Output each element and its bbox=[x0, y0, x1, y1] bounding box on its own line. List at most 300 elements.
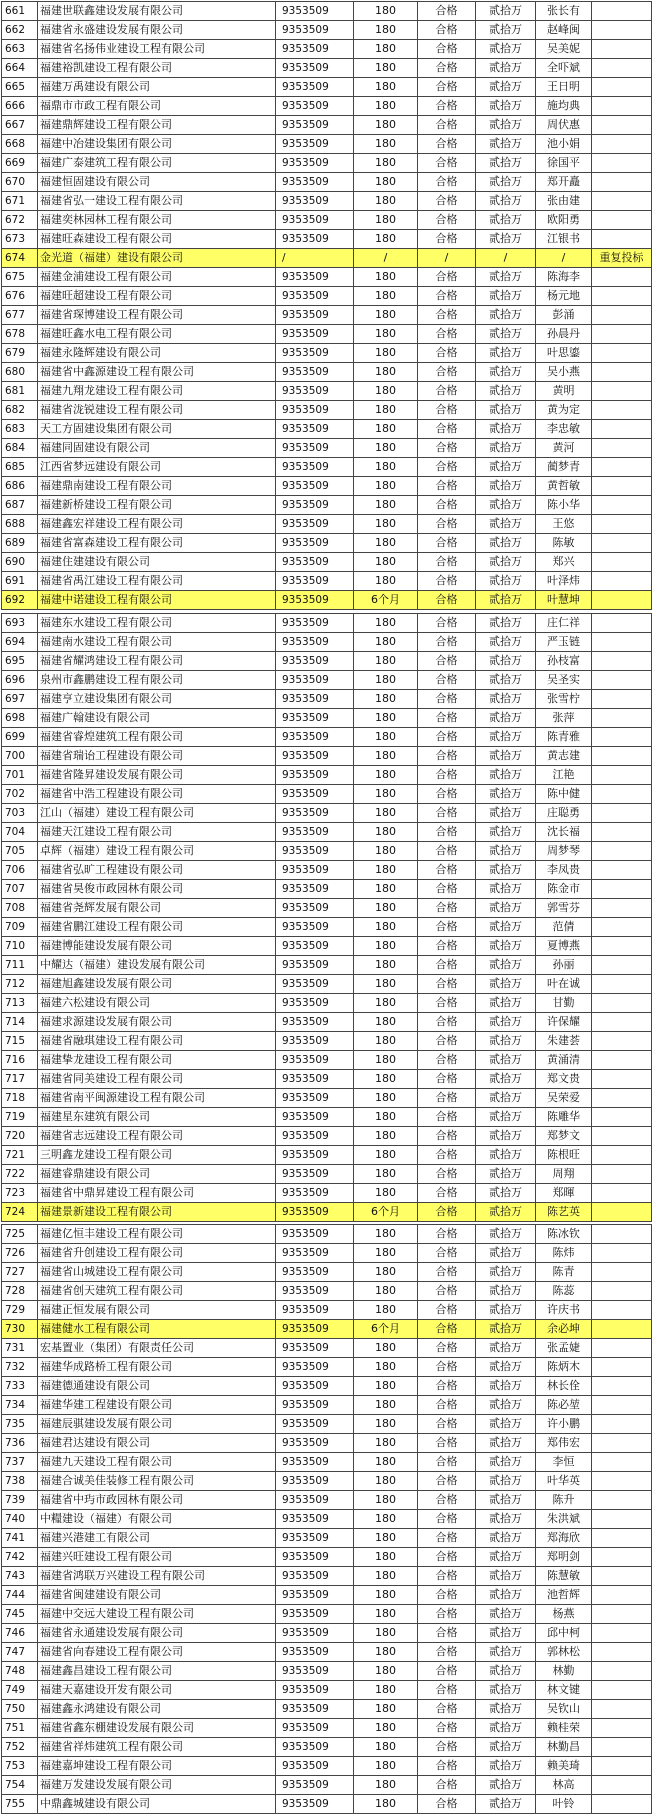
bid-bond-amount-cell: 贰拾万 bbox=[476, 78, 536, 97]
row-number-cell: 754 bbox=[2, 1776, 38, 1795]
validity-period-cell: 180 bbox=[354, 1415, 418, 1434]
bid-bond-amount-cell: 贰拾万 bbox=[476, 173, 536, 192]
table-row bbox=[2, 78, 652, 97]
validity-period-cell: 180 bbox=[354, 2, 418, 21]
validity-period-cell: 180 bbox=[354, 1013, 418, 1032]
table-row bbox=[2, 97, 652, 116]
company-name-cell: 福建省中鼎昇建设工程有限公司 bbox=[38, 1184, 276, 1203]
remark-cell bbox=[592, 823, 652, 842]
contact-person-cell: 严玉链 bbox=[536, 633, 592, 652]
validity-period-cell: 180 bbox=[354, 1738, 418, 1757]
validity-period-cell: 180 bbox=[354, 861, 418, 880]
review-status-cell: 合格 bbox=[418, 382, 476, 401]
contact-person-cell: 甘勤 bbox=[536, 994, 592, 1013]
remark-cell bbox=[592, 880, 652, 899]
table-row bbox=[2, 344, 652, 363]
table-row bbox=[2, 728, 652, 747]
validity-period-cell: 180 bbox=[354, 230, 418, 249]
contact-person-cell: 郭林松 bbox=[536, 1643, 592, 1662]
row-number-cell: 724 bbox=[2, 1203, 38, 1222]
review-status-cell: 合格 bbox=[418, 1339, 476, 1358]
validity-period-cell: 180 bbox=[354, 747, 418, 766]
table-row bbox=[2, 553, 652, 572]
review-status-cell: 合格 bbox=[418, 515, 476, 534]
review-status-cell: 合格 bbox=[418, 785, 476, 804]
validity-period-cell: 180 bbox=[354, 496, 418, 515]
bid-bond-amount-cell: 贰拾万 bbox=[476, 192, 536, 211]
project-code-cell: 9353509 bbox=[276, 211, 354, 230]
table-row bbox=[2, 1244, 652, 1263]
review-status-cell: 合格 bbox=[418, 1203, 476, 1222]
contact-person-cell: 郑海欣 bbox=[536, 1529, 592, 1548]
company-name-cell: 福建鼎南建设工程有限公司 bbox=[38, 477, 276, 496]
row-number-cell: 713 bbox=[2, 994, 38, 1013]
project-code-cell: 9353509 bbox=[276, 458, 354, 477]
project-code-cell: 9353509 bbox=[276, 306, 354, 325]
row-number-cell: 681 bbox=[2, 382, 38, 401]
project-code-cell: / bbox=[276, 249, 354, 268]
validity-period-cell: 180 bbox=[354, 1301, 418, 1320]
bid-bond-amount-cell: 贰拾万 bbox=[476, 1127, 536, 1146]
contact-person-cell: 黄哲敏 bbox=[536, 477, 592, 496]
table-row bbox=[2, 690, 652, 709]
remark-cell bbox=[592, 1358, 652, 1377]
table-row bbox=[2, 842, 652, 861]
contact-person-cell: 吴钦山 bbox=[536, 1700, 592, 1719]
review-status-cell: 合格 bbox=[418, 899, 476, 918]
company-name-cell: 福建省中玙市政园林有限公司 bbox=[38, 1491, 276, 1510]
bid-bond-amount-cell: 贰拾万 bbox=[476, 785, 536, 804]
contact-person-cell: 张长有 bbox=[536, 2, 592, 21]
contact-person-cell: 陈根旺 bbox=[536, 1146, 592, 1165]
project-code-cell: 9353509 bbox=[276, 1244, 354, 1263]
company-name-cell: 天工方固建设集团有限公司 bbox=[38, 420, 276, 439]
table-row bbox=[2, 652, 652, 671]
company-name-cell: 福建旺鑫水电工程有限公司 bbox=[38, 325, 276, 344]
validity-period-cell: 180 bbox=[354, 1567, 418, 1586]
table-row bbox=[2, 211, 652, 230]
remark-cell bbox=[592, 1108, 652, 1127]
review-status-cell: 合格 bbox=[418, 401, 476, 420]
contact-person-cell: 叶华英 bbox=[536, 1472, 592, 1491]
bid-bond-amount-cell: 贰拾万 bbox=[476, 823, 536, 842]
bid-bond-amount-cell: 贰拾万 bbox=[476, 1586, 536, 1605]
review-status-cell: 合格 bbox=[418, 1377, 476, 1396]
bid-bond-amount-cell: 贰拾万 bbox=[476, 97, 536, 116]
contact-person-cell: 全吓斌 bbox=[536, 59, 592, 78]
bid-bond-amount-cell: 贰拾万 bbox=[476, 1070, 536, 1089]
bid-bond-amount-cell: 贰拾万 bbox=[476, 1032, 536, 1051]
review-status-cell: 合格 bbox=[418, 591, 476, 610]
contact-person-cell: 黄为定 bbox=[536, 401, 592, 420]
review-status-cell: 合格 bbox=[418, 59, 476, 78]
project-code-cell: 9353509 bbox=[276, 420, 354, 439]
remark-cell bbox=[592, 956, 652, 975]
remark-cell bbox=[592, 154, 652, 173]
validity-period-cell: 180 bbox=[354, 344, 418, 363]
project-code-cell: 9353509 bbox=[276, 534, 354, 553]
company-name-cell: 福建省鸿联万兴建设工程有限公司 bbox=[38, 1567, 276, 1586]
row-number-cell: 732 bbox=[2, 1358, 38, 1377]
company-name-cell: 福建正恒发展有限公司 bbox=[38, 1301, 276, 1320]
company-name-cell: 福建东水建设工程有限公司 bbox=[38, 614, 276, 633]
review-status-cell: 合格 bbox=[418, 614, 476, 633]
table-section-1 bbox=[0, 1, 652, 610]
table-row bbox=[2, 709, 652, 728]
bid-bond-amount-cell: 贰拾万 bbox=[476, 1643, 536, 1662]
contact-person-cell: 叶泽炜 bbox=[536, 572, 592, 591]
remark-cell bbox=[592, 1624, 652, 1643]
validity-period-cell: 180 bbox=[354, 1795, 418, 1814]
company-name-cell: 福建新桥建设工程有限公司 bbox=[38, 496, 276, 515]
bid-bond-amount-cell: 贰拾万 bbox=[476, 1681, 536, 1700]
validity-period-cell: 180 bbox=[354, 1757, 418, 1776]
project-code-cell: 9353509 bbox=[276, 230, 354, 249]
review-status-cell: 合格 bbox=[418, 1127, 476, 1146]
contact-person-cell: 庄仁祥 bbox=[536, 614, 592, 633]
table-row bbox=[2, 363, 652, 382]
review-status-cell: 合格 bbox=[418, 747, 476, 766]
company-name-cell: 泉州市鑫鹏建设工程有限公司 bbox=[38, 671, 276, 690]
remark-cell bbox=[592, 1415, 652, 1434]
project-code-cell: 9353509 bbox=[276, 1165, 354, 1184]
review-status-cell: 合格 bbox=[418, 766, 476, 785]
company-name-cell: 福建省中浩工程建设有限公司 bbox=[38, 785, 276, 804]
contact-person-cell: 叶铃 bbox=[536, 1795, 592, 1814]
contact-person-cell: 林文键 bbox=[536, 1681, 592, 1700]
remark-cell bbox=[592, 211, 652, 230]
row-number-cell: 694 bbox=[2, 633, 38, 652]
row-number-cell: 688 bbox=[2, 515, 38, 534]
project-code-cell: 9353509 bbox=[276, 766, 354, 785]
company-name-cell: 福建省志远建设工程有限公司 bbox=[38, 1127, 276, 1146]
validity-period-cell: 180 bbox=[354, 709, 418, 728]
review-status-cell: 合格 bbox=[418, 1263, 476, 1282]
company-name-cell: 福建求源建设发展有限公司 bbox=[38, 1013, 276, 1032]
contact-person-cell: 吴美妮 bbox=[536, 40, 592, 59]
contact-person-cell: 陈敏 bbox=[536, 534, 592, 553]
validity-period-cell: 180 bbox=[354, 804, 418, 823]
company-name-cell: 福建南水建设工程有限公司 bbox=[38, 633, 276, 652]
bid-bond-amount-cell: 贰拾万 bbox=[476, 591, 536, 610]
remark-cell bbox=[592, 1146, 652, 1165]
bid-bond-amount-cell: 贰拾万 bbox=[476, 1700, 536, 1719]
validity-period-cell: 180 bbox=[354, 1586, 418, 1605]
review-status-cell: 合格 bbox=[418, 1624, 476, 1643]
table-row bbox=[2, 1089, 652, 1108]
review-status-cell: 合格 bbox=[418, 420, 476, 439]
company-name-cell: 福建省昊俊市政园林有限公司 bbox=[38, 880, 276, 899]
project-code-cell: 9353509 bbox=[276, 1415, 354, 1434]
bid-bond-amount-cell: 贰拾万 bbox=[476, 1491, 536, 1510]
review-status-cell: 合格 bbox=[418, 1719, 476, 1738]
company-name-cell: 福建奕林园林工程有限公司 bbox=[38, 211, 276, 230]
project-code-cell: 9353509 bbox=[276, 553, 354, 572]
review-status-cell: 合格 bbox=[418, 1396, 476, 1415]
bid-bond-amount-cell: 贰拾万 bbox=[476, 268, 536, 287]
project-code-cell: 9353509 bbox=[276, 633, 354, 652]
project-code-cell: 9353509 bbox=[276, 382, 354, 401]
contact-person-cell: 叶思鎏 bbox=[536, 344, 592, 363]
project-code-cell: 9353509 bbox=[276, 135, 354, 154]
row-number-cell: 733 bbox=[2, 1377, 38, 1396]
table-row bbox=[2, 1700, 652, 1719]
bid-bond-amount-cell: 贰拾万 bbox=[476, 1624, 536, 1643]
contact-person-cell: 沈长福 bbox=[536, 823, 592, 842]
contact-person-cell: 张由建 bbox=[536, 192, 592, 211]
company-name-cell: 福建中诺建设工程有限公司 bbox=[38, 591, 276, 610]
contact-person-cell: 陈金市 bbox=[536, 880, 592, 899]
remark-cell bbox=[592, 1567, 652, 1586]
project-code-cell: 9353509 bbox=[276, 401, 354, 420]
contact-person-cell: 池小娟 bbox=[536, 135, 592, 154]
row-number-cell: 678 bbox=[2, 325, 38, 344]
validity-period-cell: 180 bbox=[354, 1681, 418, 1700]
review-status-cell: 合格 bbox=[418, 477, 476, 496]
bid-bond-amount-cell: 贰拾万 bbox=[476, 804, 536, 823]
contact-person-cell: 王悠 bbox=[536, 515, 592, 534]
company-name-cell: 中糧建设（福建）有限公司 bbox=[38, 1510, 276, 1529]
validity-period-cell: 180 bbox=[354, 1051, 418, 1070]
row-number-cell: 735 bbox=[2, 1415, 38, 1434]
company-name-cell: 中鼎鑫城建设有限公司 bbox=[38, 1795, 276, 1814]
review-status-cell: 合格 bbox=[418, 1225, 476, 1244]
remark-cell bbox=[592, 2, 652, 21]
project-code-cell: 9353509 bbox=[276, 1051, 354, 1070]
project-code-cell: 9353509 bbox=[276, 439, 354, 458]
review-status-cell: 合格 bbox=[418, 1070, 476, 1089]
remark-cell bbox=[592, 97, 652, 116]
bid-bond-amount-cell: 贰拾万 bbox=[476, 1263, 536, 1282]
table-row bbox=[2, 1051, 652, 1070]
bid-bond-amount-cell: 贰拾万 bbox=[476, 918, 536, 937]
review-status-cell: 合格 bbox=[418, 1244, 476, 1263]
bid-bond-amount-cell: 贰拾万 bbox=[476, 2, 536, 21]
company-name-cell: 福建亿恒丰建设工程有限公司 bbox=[38, 1225, 276, 1244]
review-status-cell: 合格 bbox=[418, 1795, 476, 1814]
bid-bond-amount-cell: 贰拾万 bbox=[476, 287, 536, 306]
company-name-cell: 福建旺超建设工程有限公司 bbox=[38, 287, 276, 306]
review-status-cell: 合格 bbox=[418, 572, 476, 591]
bid-bond-amount-cell: 贰拾万 bbox=[476, 1472, 536, 1491]
project-code-cell: 9353509 bbox=[276, 1738, 354, 1757]
company-name-cell: 福建省鹏江建设工程有限公司 bbox=[38, 918, 276, 937]
row-number-cell: 699 bbox=[2, 728, 38, 747]
contact-person-cell: / bbox=[536, 249, 592, 268]
contact-person-cell: 周伏惠 bbox=[536, 116, 592, 135]
project-code-cell: 9353509 bbox=[276, 1339, 354, 1358]
row-number-cell: 663 bbox=[2, 40, 38, 59]
validity-period-cell: 180 bbox=[354, 458, 418, 477]
project-code-cell: 9353509 bbox=[276, 173, 354, 192]
validity-period-cell: 180 bbox=[354, 1719, 418, 1738]
row-number-cell: 743 bbox=[2, 1567, 38, 1586]
project-code-cell: 9353509 bbox=[276, 975, 354, 994]
row-number-cell: 750 bbox=[2, 1700, 38, 1719]
contact-person-cell: 吴荣爱 bbox=[536, 1089, 592, 1108]
project-code-cell: 9353509 bbox=[276, 591, 354, 610]
table-row bbox=[2, 1127, 652, 1146]
contact-person-cell: 江艳 bbox=[536, 766, 592, 785]
company-name-cell: 福建万发建设发展有限公司 bbox=[38, 1776, 276, 1795]
validity-period-cell: 180 bbox=[354, 1548, 418, 1567]
review-status-cell: / bbox=[418, 249, 476, 268]
bid-bond-amount-cell: 贰拾万 bbox=[476, 1165, 536, 1184]
contact-person-cell: 黄志建 bbox=[536, 747, 592, 766]
company-name-cell: 福建广泰建筑工程有限公司 bbox=[38, 154, 276, 173]
remark-cell bbox=[592, 1719, 652, 1738]
table-row bbox=[2, 785, 652, 804]
review-status-cell: 合格 bbox=[418, 192, 476, 211]
validity-period-cell: 180 bbox=[354, 652, 418, 671]
row-number-cell: 703 bbox=[2, 804, 38, 823]
project-code-cell: 9353509 bbox=[276, 690, 354, 709]
contact-person-cell: 郑伟宏 bbox=[536, 1434, 592, 1453]
bid-bond-amount-cell: 贰拾万 bbox=[476, 842, 536, 861]
company-name-cell: 江山（福建）建设工程有限公司 bbox=[38, 804, 276, 823]
company-name-cell: 福建住建建设有限公司 bbox=[38, 553, 276, 572]
validity-period-cell: 180 bbox=[354, 211, 418, 230]
bid-bond-amount-cell: 贰拾万 bbox=[476, 1738, 536, 1757]
results-table-3 bbox=[1, 1224, 652, 1814]
review-status-cell: 合格 bbox=[418, 344, 476, 363]
company-name-cell: 福建省祥炜建筑工程有限公司 bbox=[38, 1738, 276, 1757]
review-status-cell: 合格 bbox=[418, 823, 476, 842]
bid-bond-amount-cell: 贰拾万 bbox=[476, 994, 536, 1013]
project-code-cell: 9353509 bbox=[276, 1567, 354, 1586]
remark-cell bbox=[592, 192, 652, 211]
table-row bbox=[2, 1320, 652, 1339]
review-status-cell: 合格 bbox=[418, 1510, 476, 1529]
table-row bbox=[2, 1282, 652, 1301]
validity-period-cell: 180 bbox=[354, 1146, 418, 1165]
company-name-cell: 福建省弘旷工程建设有限公司 bbox=[38, 861, 276, 880]
review-status-cell: 合格 bbox=[418, 709, 476, 728]
project-code-cell: 9353509 bbox=[276, 994, 354, 1013]
row-number-cell: 671 bbox=[2, 192, 38, 211]
remark-cell bbox=[592, 59, 652, 78]
company-name-cell: 福建景新建设工程有限公司 bbox=[38, 1203, 276, 1222]
bid-bond-amount-cell: 贰拾万 bbox=[476, 652, 536, 671]
row-number-cell: 661 bbox=[2, 2, 38, 21]
row-number-cell: 707 bbox=[2, 880, 38, 899]
bid-bond-amount-cell: 贰拾万 bbox=[476, 420, 536, 439]
contact-person-cell: 李忠敏 bbox=[536, 420, 592, 439]
row-number-cell: 687 bbox=[2, 496, 38, 515]
validity-period-cell: 6个月 bbox=[354, 1203, 418, 1222]
contact-person-cell: 孙丽 bbox=[536, 956, 592, 975]
company-name-cell: 福建省弘一建设工程有限公司 bbox=[38, 192, 276, 211]
contact-person-cell: 陈炳木 bbox=[536, 1358, 592, 1377]
validity-period-cell: 180 bbox=[354, 1529, 418, 1548]
bid-bond-amount-cell: 贰拾万 bbox=[476, 1776, 536, 1795]
validity-period-cell: 180 bbox=[354, 1032, 418, 1051]
table-row bbox=[2, 880, 652, 899]
project-code-cell: 9353509 bbox=[276, 1472, 354, 1491]
company-name-cell: 卓辉（福建）建设工程有限公司 bbox=[38, 842, 276, 861]
table-row bbox=[2, 1165, 652, 1184]
row-number-cell: 674 bbox=[2, 249, 38, 268]
company-name-cell: 福建裕凯建设工程有限公司 bbox=[38, 59, 276, 78]
remark-cell bbox=[592, 268, 652, 287]
remark-cell bbox=[592, 325, 652, 344]
contact-person-cell: 孙晨丹 bbox=[536, 325, 592, 344]
company-name-cell: 福建鼎辉建设工程有限公司 bbox=[38, 116, 276, 135]
bid-bond-amount-cell: 贰拾万 bbox=[476, 40, 536, 59]
remark-cell bbox=[592, 975, 652, 994]
company-name-cell: 福建省鑫东棚建设发展有限公司 bbox=[38, 1719, 276, 1738]
validity-period-cell: 180 bbox=[354, 1776, 418, 1795]
contact-person-cell: 陈青 bbox=[536, 1263, 592, 1282]
bid-bond-amount-cell: 贰拾万 bbox=[476, 1244, 536, 1263]
contact-person-cell: 陈海李 bbox=[536, 268, 592, 287]
company-name-cell: 江西省梦远建设有限公司 bbox=[38, 458, 276, 477]
contact-person-cell: 朱建荟 bbox=[536, 1032, 592, 1051]
remark-cell bbox=[592, 1377, 652, 1396]
remark-cell bbox=[592, 1089, 652, 1108]
table-row bbox=[2, 861, 652, 880]
remark-cell: 重复投标 bbox=[592, 249, 652, 268]
table-row bbox=[2, 534, 652, 553]
row-number-cell: 723 bbox=[2, 1184, 38, 1203]
project-code-cell: 9353509 bbox=[276, 1719, 354, 1738]
validity-period-cell: 180 bbox=[354, 937, 418, 956]
table-row bbox=[2, 1719, 652, 1738]
company-name-cell: 福建健水工程有限公司 bbox=[38, 1320, 276, 1339]
results-table-1 bbox=[1, 1, 652, 610]
validity-period-cell: 180 bbox=[354, 192, 418, 211]
table-row bbox=[2, 154, 652, 173]
company-name-cell: 金光道（福建）建设有限公司 bbox=[38, 249, 276, 268]
bid-bond-amount-cell: 贰拾万 bbox=[476, 211, 536, 230]
remark-cell bbox=[592, 553, 652, 572]
bid-bond-amount-cell: 贰拾万 bbox=[476, 363, 536, 382]
contact-person-cell: 江银书 bbox=[536, 230, 592, 249]
review-status-cell: 合格 bbox=[418, 880, 476, 899]
contact-person-cell: 郑梦文 bbox=[536, 1127, 592, 1146]
contact-person-cell: 杨元地 bbox=[536, 287, 592, 306]
contact-person-cell: 林高 bbox=[536, 1776, 592, 1795]
table-row bbox=[2, 1184, 652, 1203]
validity-period-cell: 180 bbox=[354, 287, 418, 306]
table-row bbox=[2, 1070, 652, 1089]
company-name-cell: 福建省名扬伟业建设工程有限公司 bbox=[38, 40, 276, 59]
bid-bond-amount-cell: 贰拾万 bbox=[476, 59, 536, 78]
table-row bbox=[2, 1358, 652, 1377]
review-status-cell: 合格 bbox=[418, 1586, 476, 1605]
bid-bond-amount-cell: 贰拾万 bbox=[476, 1146, 536, 1165]
table-row bbox=[2, 268, 652, 287]
contact-person-cell: 叶慧坤 bbox=[536, 591, 592, 610]
bid-bond-amount-cell: 贰拾万 bbox=[476, 1301, 536, 1320]
remark-cell bbox=[592, 572, 652, 591]
project-code-cell: 9353509 bbox=[276, 1127, 354, 1146]
project-code-cell: 9353509 bbox=[276, 1700, 354, 1719]
contact-person-cell: 陈蕊 bbox=[536, 1282, 592, 1301]
bid-bond-amount-cell: 贰拾万 bbox=[476, 1013, 536, 1032]
bid-bond-amount-cell: 贰拾万 bbox=[476, 1377, 536, 1396]
company-name-cell: 福建中交远大建设工程有限公司 bbox=[38, 1605, 276, 1624]
company-name-cell: 福建天嘉建设开发有限公司 bbox=[38, 1681, 276, 1700]
table-row bbox=[2, 1301, 652, 1320]
bid-bond-amount-cell: 贰拾万 bbox=[476, 1320, 536, 1339]
validity-period-cell: 180 bbox=[354, 154, 418, 173]
table-row bbox=[2, 420, 652, 439]
company-name-cell: 福建世联鑫建设发展有限公司 bbox=[38, 2, 276, 21]
table-row bbox=[2, 1203, 652, 1222]
validity-period-cell: 6个月 bbox=[354, 591, 418, 610]
remark-cell bbox=[592, 861, 652, 880]
